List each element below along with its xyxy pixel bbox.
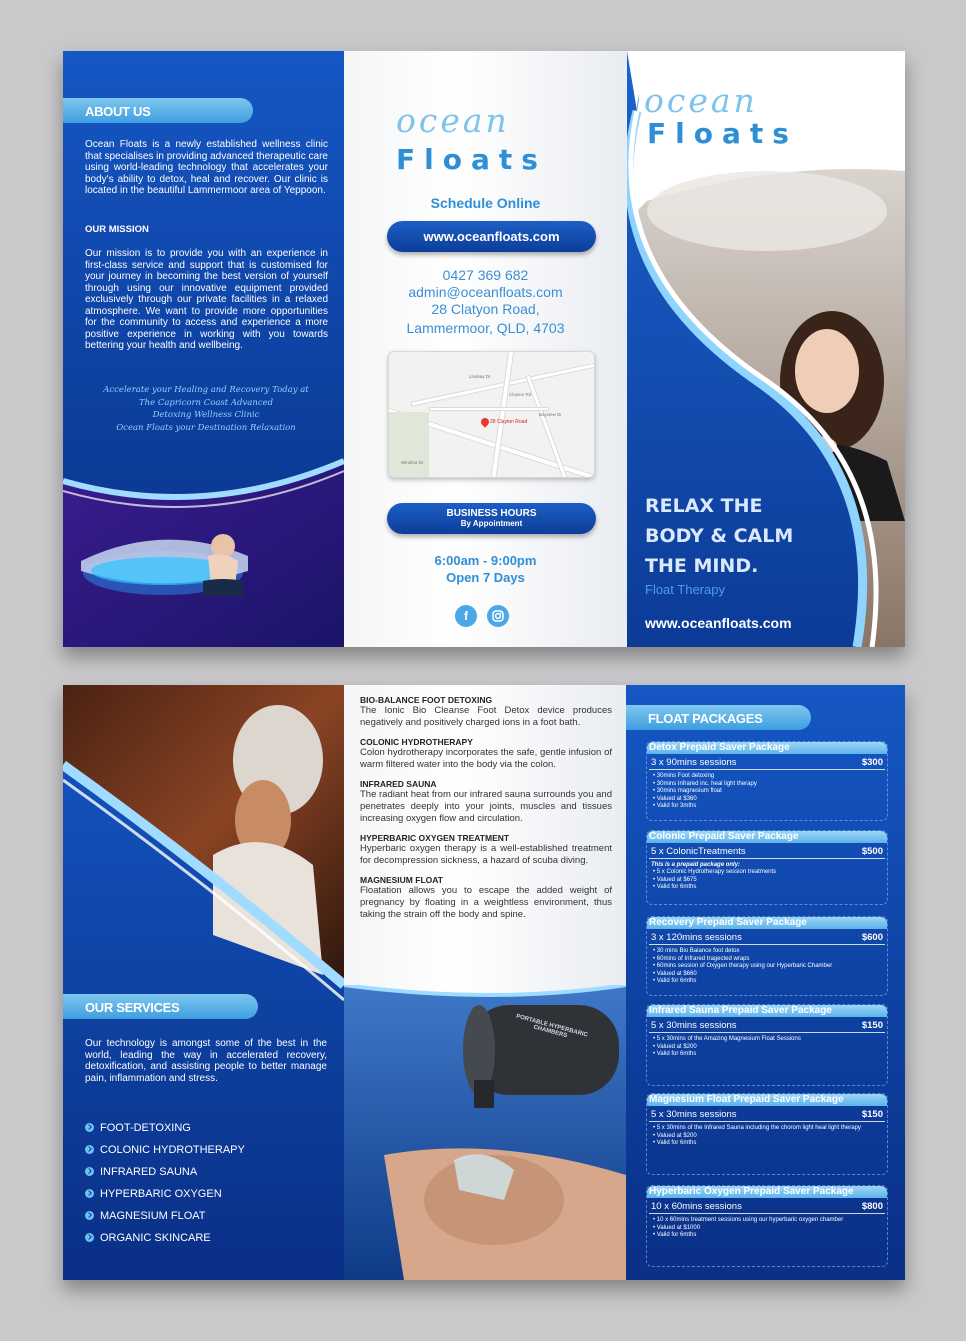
package-price: $800 xyxy=(861,1201,883,1212)
package-card xyxy=(646,1004,888,1086)
package-detail: • 60mins of Infrared tragected wraps xyxy=(653,956,887,964)
business-hours-sub: By Appointment xyxy=(460,519,523,528)
contact-panel xyxy=(344,51,627,647)
package-details xyxy=(647,868,887,892)
package-row xyxy=(649,1198,885,1214)
map-park xyxy=(389,412,429,478)
package-sessions: 3 x 120mins sessions xyxy=(651,932,742,943)
map-street-label: Bayview Dr xyxy=(539,412,562,417)
service-details-list xyxy=(360,695,612,921)
package-detail: • 30mins Foot detoxing xyxy=(653,773,887,781)
service-details-panel xyxy=(344,685,626,1280)
service-detail-text: The Ionic Bio Cleanse Foot Detox device produces negatively and positively charged ions in a foot bath. xyxy=(360,705,612,728)
chamber-label: PORTABLE HYPERBARIC CHAMBERS xyxy=(515,1013,589,1040)
service-list-item xyxy=(85,1166,197,1178)
map-street-label: Windsor Dr xyxy=(401,460,424,465)
mission-title: OUR MISSION xyxy=(85,224,149,235)
arrow-bullet-icon xyxy=(85,1233,94,1242)
package-card xyxy=(646,1185,888,1267)
package-price: $500 xyxy=(861,846,883,857)
package-detail: • Valued at $200 xyxy=(653,1044,887,1052)
address-line-1: 28 Clatyon Road, xyxy=(431,301,540,317)
package-row xyxy=(649,1106,885,1122)
cover-panel xyxy=(627,51,905,647)
service-detail-title: HYPERBARIC OXYGEN TREATMENT xyxy=(360,833,510,843)
service-detail-text: Hyperbaric oxygen therapy is a well-established treatment for decompression sickness, a hazard of scuba diving. xyxy=(360,843,612,866)
email-address[interactable]: admin@oceanfloats.com xyxy=(408,284,563,300)
service-detail-title: BIO-BALANCE FOOT DETOXING xyxy=(360,695,493,705)
package-title: Recovery Prepaid Saver Package xyxy=(647,917,887,929)
service-name: FOOT-DETOXING xyxy=(100,1122,191,1134)
cover-subtitle: Float Therapy xyxy=(645,582,725,597)
our-services-header: OUR SERVICES xyxy=(63,994,258,1019)
package-details xyxy=(647,770,887,811)
package-details xyxy=(647,1122,887,1148)
package-detail: • Valid for 6mths xyxy=(653,978,887,986)
brochure-inside xyxy=(63,685,905,1280)
map-road xyxy=(489,351,516,478)
package-sessions: 5 x ColonicTreatments xyxy=(651,846,746,857)
map-pin-label: 28 Clayton Road xyxy=(490,419,528,425)
services-intro: Our technology is amongst some of the best in the world, leading the way in accelerated recovery, detoxification, and assisting people to better manage pain, inflammation and stress. xyxy=(85,1038,327,1084)
about-panel xyxy=(63,51,344,647)
package-detail: • Valued at $200 xyxy=(653,1133,887,1141)
package-detail: • Valid for 6mths xyxy=(653,1140,887,1148)
package-price: $300 xyxy=(861,757,883,768)
package-detail: • 30mins Infrared inc. heal light therapy xyxy=(653,781,887,789)
about-us-header: ABOUT US xyxy=(63,98,253,123)
service-detail-text: Colon hydrotherapy incorporates the safe, gentle infusion of warm filtered water into the body via the colon. xyxy=(360,747,612,770)
arrow-bullet-icon xyxy=(85,1167,94,1176)
package-detail: • Valued at $660 xyxy=(653,971,887,979)
service-list-item xyxy=(85,1210,206,1222)
package-sessions: 10 x 60mins sessions xyxy=(651,1201,742,1212)
package-detail: • 30mins magnesium float xyxy=(653,788,887,796)
package-card xyxy=(646,741,888,821)
phone-number[interactable]: 0427 369 682 xyxy=(442,267,529,283)
package-sessions: 5 x 30mins sessions xyxy=(651,1109,737,1120)
map-road xyxy=(429,407,549,411)
quote-line: The Capricorn Coast Advanced xyxy=(138,397,274,408)
package-detail: • 5 x 30mins of the Amazing Magnesium Float Sessions xyxy=(653,1036,887,1044)
hours-days: Open 7 Days xyxy=(446,570,525,585)
service-list-item xyxy=(85,1232,211,1244)
package-detail: • 30 mins Bio Balance foot detox xyxy=(653,948,887,956)
service-detail-text: Floatation allows you to escape the added weight of pregnancy by floating in a weightless environment, thus taking the strain off the body and spine. xyxy=(360,885,612,920)
package-price: $600 xyxy=(861,932,883,943)
service-list-item xyxy=(85,1144,245,1156)
float-packages-header: FLOAT PACKAGES xyxy=(626,705,811,730)
service-name: ORGANIC SKINCARE xyxy=(100,1232,211,1244)
instagram-icon[interactable] xyxy=(487,605,509,627)
cover-logo-floats: Floats xyxy=(647,117,798,150)
service-name: HYPERBARIC OXYGEN xyxy=(100,1188,222,1200)
tagline-line: BODY & CALM xyxy=(645,525,794,547)
quote-line: Detoxing Wellness Clinic xyxy=(152,410,260,420)
package-title: Infrared Sauna Prepaid Saver Package xyxy=(647,1005,887,1017)
package-row xyxy=(649,1017,885,1033)
business-hours-title: BUSINESS HOURS xyxy=(446,508,537,519)
package-row xyxy=(649,929,885,945)
package-price: $150 xyxy=(861,1020,883,1031)
arrow-bullet-icon xyxy=(85,1189,94,1198)
map-pin-icon xyxy=(479,416,490,427)
service-name: MAGNESIUM FLOAT xyxy=(100,1210,206,1222)
website-button[interactable]: www.oceanfloats.com xyxy=(387,221,596,252)
package-details xyxy=(647,945,887,986)
package-detail: • Valued at $675 xyxy=(653,877,887,885)
brochure-outside xyxy=(63,51,905,647)
package-title: Colonic Prepaid Saver Package xyxy=(647,831,887,843)
location-map[interactable] xyxy=(388,351,595,478)
package-detail: • Valued at $1000 xyxy=(653,1225,887,1233)
hyperbaric-photo xyxy=(344,985,626,1280)
facebook-icon[interactable]: f xyxy=(455,605,477,627)
arrow-bullet-icon xyxy=(85,1123,94,1132)
package-row xyxy=(649,754,885,770)
package-sessions: 3 x 90mins sessions xyxy=(651,757,737,768)
package-details xyxy=(647,1214,887,1240)
arrow-bullet-icon xyxy=(85,1211,94,1220)
package-detail: • Valid for 3mths xyxy=(653,803,887,811)
package-note: This is a prepaid package only: xyxy=(651,862,741,868)
business-hours-badge xyxy=(387,503,596,534)
package-detail: • 60mins session of Oxygen therapy using our Hyperbaric Chamber xyxy=(653,963,887,971)
package-row xyxy=(649,843,885,859)
package-detail: • Valid for 6mths xyxy=(653,1232,887,1240)
about-quote xyxy=(83,384,329,434)
service-list-item xyxy=(85,1188,222,1200)
logo-ocean: ocean xyxy=(396,101,510,140)
package-detail: • Valued at $360 xyxy=(653,796,887,804)
quote-line: Ocean Floats your Destination Relaxation xyxy=(116,422,296,433)
schedule-online-label: Schedule Online xyxy=(430,195,541,211)
cover-url[interactable]: www.oceanfloats.com xyxy=(645,615,792,631)
quote-line: Accelerate your Healing and Recovery Today at xyxy=(103,385,309,395)
service-detail-text: The radiant heat from our infrared sauna surrounds you and penetrates deeply into your joints, muscles and tissues increasing oxygen flow and circulation. xyxy=(360,789,612,824)
mission-text: Our mission is to provide you with an experience in first-class service and support that is customised for your journey in becoming the best version of yourself through using our innovative equipment provided exclusively through our private facilities in a relaxed atmosphere. We want to provide more opportunities for the community to access and experience a more positive experience in working with you towards bettering your health and wellbeing. xyxy=(85,248,328,351)
package-detail: • 5 x Colonic Hydrotherapy session treatments xyxy=(653,869,887,877)
hours-time: 6:00am - 9:00pm xyxy=(434,553,537,568)
package-title: Magnesium Float Prepaid Saver Package xyxy=(647,1094,887,1106)
tagline-line: RELAX THE xyxy=(645,495,763,517)
package-detail: • Valid for 6mths xyxy=(653,1051,887,1059)
package-card xyxy=(646,916,888,996)
package-title: Hyperbaric Oxygen Prepaid Saver Package xyxy=(647,1186,887,1198)
package-detail: • 10 x 60mins treatment sessions using our hyperbaric oxygen chamber xyxy=(653,1217,887,1225)
cover-tagline xyxy=(645,491,793,581)
package-detail: • Valid for 6mths xyxy=(653,884,887,892)
service-detail-title: COLONIC HYDROTHERAPY xyxy=(360,737,473,747)
package-sessions: 5 x 30mins sessions xyxy=(651,1020,737,1031)
map-street-label: Clayton Rd xyxy=(509,392,532,397)
cover-logo-ocean: ocean xyxy=(644,81,758,120)
package-price: $150 xyxy=(861,1109,883,1120)
service-name: COLONIC HYDROTHERAPY xyxy=(100,1144,245,1156)
address-line-2: Lammermoor, QLD, 4703 xyxy=(406,320,565,336)
packages-panel xyxy=(626,685,905,1280)
logo-floats: Floats xyxy=(396,143,547,176)
service-name: INFRARED SAUNA xyxy=(100,1166,198,1178)
package-details xyxy=(647,1033,887,1059)
service-detail-title: MAGNESIUM FLOAT xyxy=(360,875,443,885)
about-text: Ocean Floats is a newly established wellness clinic that specialises in providing advanced therapeutic care using world-leading technology that accelerates your body's ability to detox, heal and recover. Our clinic is located in the beautiful Lammermoor area of Yeppoon. xyxy=(85,139,328,196)
instagram-glyph xyxy=(487,605,509,627)
tagline-line: THE MIND. xyxy=(645,555,759,577)
service-detail-title: INFRARED SAUNA xyxy=(360,779,437,789)
map-street-label: Lindsay Dr xyxy=(469,374,491,379)
package-title: Detox Prepaid Saver Package xyxy=(647,742,887,754)
service-list-item xyxy=(85,1122,191,1134)
package-detail: • 5 x 30mins of the Infrared Sauna including the chorom light heal light therapy xyxy=(653,1125,887,1133)
package-card xyxy=(646,830,888,905)
package-card xyxy=(646,1093,888,1175)
arrow-bullet-icon xyxy=(85,1145,94,1154)
services-panel xyxy=(63,685,344,1280)
